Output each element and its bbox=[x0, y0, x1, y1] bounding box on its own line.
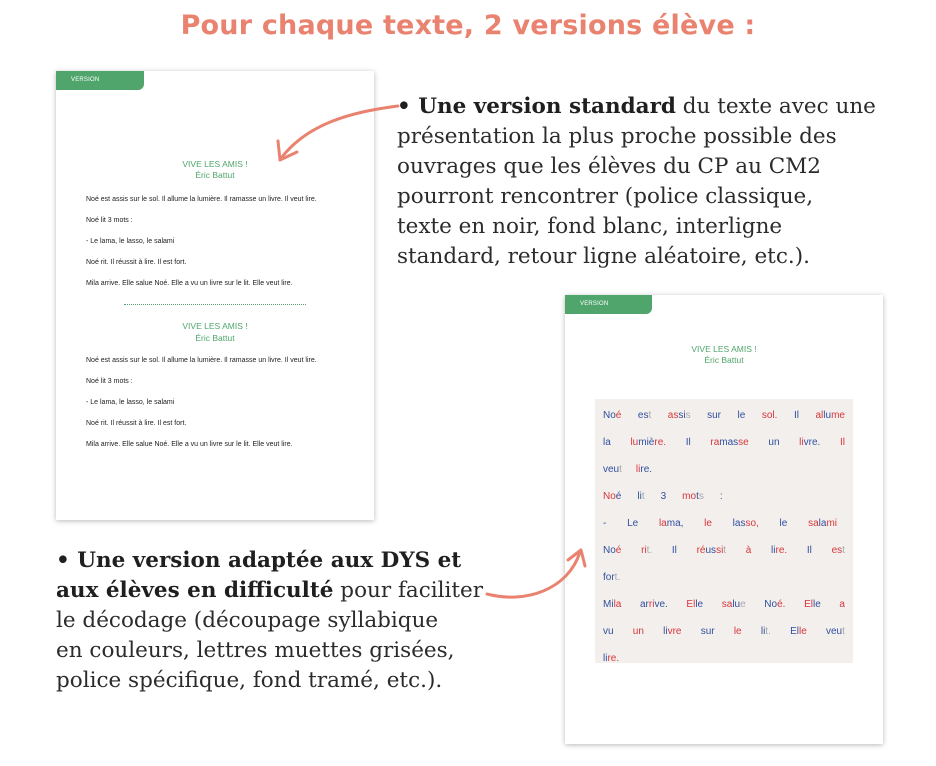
story-line: Noé est assis sur le sol. Il allume la lumière. Il ramasse un livre. Il veut lire. bbox=[86, 357, 317, 364]
desc-text: du texte avec une bbox=[675, 94, 876, 119]
dys-line: fort. bbox=[603, 572, 621, 583]
standard-version-description: • Une version standard du texte avec une présentation la plus proche possible des ouvrages que les élèves du CP au CM2 pourront rencontrer (police classique, texte en noir, fond blanc, interligne standard, retour ligne aléatoire, etc.). bbox=[397, 92, 897, 272]
desc-text: le décodage (découpage syllabique bbox=[56, 608, 439, 633]
desc-text: ouvrages que les élèves du CP au CM2 bbox=[397, 154, 821, 179]
story-title: VIVE LES AMIS ! bbox=[691, 344, 757, 354]
story-line: - Le lama, le lasso, le salami bbox=[86, 238, 175, 245]
story-line: Noé lit 3 mots : bbox=[86, 378, 133, 385]
story-line: Noé est assis sur le sol. Il allume la lumière. Il ramasse un livre. Il veut lire. bbox=[86, 196, 317, 203]
story-line: Mila arrive. Elle salue Noé. Elle a vu un livre sur le lit. Elle veut lire. bbox=[86, 441, 293, 448]
dys-line: veut lire. bbox=[603, 464, 653, 475]
page-title: Pour chaque texte, 2 versions élève : bbox=[180, 10, 756, 41]
dys-line: Mila arrive. Elle salue Noé. Elle a bbox=[603, 599, 845, 610]
bold-lead: Une version adaptée aux DYS et bbox=[77, 548, 462, 573]
story-line: Noé rit. Il réussit à lire. Il est fort. bbox=[86, 420, 187, 427]
desc-text: texte en noir, fond blanc, interligne bbox=[397, 214, 783, 239]
desc-text: standard, retour ligne aléatoire, etc.). bbox=[397, 244, 810, 269]
adapted-version-description: • Une version adaptée aux DYS et aux élèves en difficulté pour faciliter le décodage (découpage syllabique en couleurs, lettres muettes grisées, police spécifique, fond tramé, etc.). bbox=[56, 546, 496, 696]
desc-text: en couleurs, lettres muettes grisées, bbox=[56, 638, 455, 663]
dys-line: Noé est assis sur le sol. Il allume bbox=[603, 410, 845, 421]
dys-line: Noé lit 3 mots : bbox=[603, 491, 723, 502]
story-line: - Le lama, le lasso, le salami bbox=[86, 399, 175, 406]
story-line: Mila arrive. Elle salue Noé. Elle a vu un livre sur le lit. Elle veut lire. bbox=[86, 280, 293, 287]
story-title: VIVE LES AMIS ! bbox=[182, 321, 248, 331]
adapted-version-tag: VERSION ADAPTÉE bbox=[565, 295, 652, 314]
bold-lead: aux élèves en difficulté bbox=[56, 578, 334, 603]
desc-text: présentation la plus proche possible des bbox=[397, 124, 837, 149]
desc-text: police spécifique, fond tramé, etc.). bbox=[56, 668, 443, 693]
story-author: Éric Battut bbox=[195, 333, 235, 343]
story-author: Éric Battut bbox=[704, 355, 744, 365]
bold-lead: Une version standard bbox=[418, 94, 676, 119]
dys-line: lire. bbox=[603, 653, 620, 664]
dys-line: Noé rit. Il réussit à lire. Il est bbox=[603, 545, 845, 556]
desc-text: pourront rencontrer (police classique, bbox=[397, 184, 814, 209]
standard-version-tag: VERSION STANDARD bbox=[56, 71, 144, 90]
dys-line: vu un livre sur le lit. Elle veut bbox=[603, 626, 845, 637]
story-author: Éric Battut bbox=[195, 170, 235, 180]
desc-text: pour faciliter bbox=[333, 578, 484, 603]
dys-line: - Le lama, le lasso, le salami bbox=[603, 518, 837, 529]
story-line: Noé rit. Il réussit à lire. Il est fort. bbox=[86, 259, 187, 266]
dys-line: la lumière. Il ramasse un livre. Il bbox=[603, 437, 845, 448]
story-line: Noé lit 3 mots : bbox=[86, 217, 133, 224]
story-title: VIVE LES AMIS ! bbox=[182, 159, 248, 169]
